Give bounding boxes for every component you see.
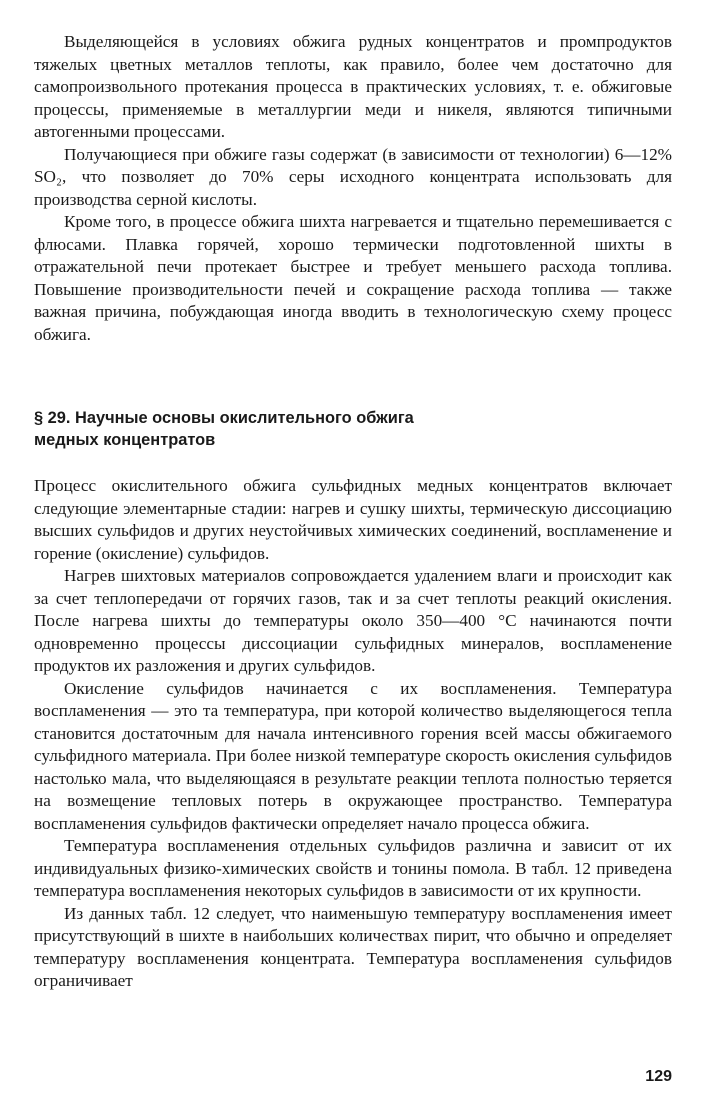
- section-heading-line2: медных концентратов: [34, 431, 216, 449]
- paragraph-ignition-temperature: Температура воспламенения отдельных сульфидов различна и зависит от их индивидуальных физико-химических свойств и тонины помола. В табл. 12 приведена температура воспламенения некоторых сульфидов в зависимости от их крупности.: [34, 836, 672, 900]
- section-text: [34, 475, 672, 993]
- page-number: 129: [645, 1068, 672, 1085]
- paragraph-pyrite: Из данных табл. 12 следует, что наименьшую температуру воспламенения имеет присутствующий в шихте в наибольших количествах пирит, что обычно и определяет температуру воспламенения концентрата. Температура воспламенения сульфидов ограничивает: [34, 903, 672, 990]
- section-heading: [34, 407, 594, 451]
- section-heading-line1: § 29. Научные основы окислительного обжига: [34, 409, 414, 427]
- intro-text: [34, 31, 672, 346]
- paragraph-charge-heating: Кроме того, в процессе обжига шихта нагревается и тщательно перемешивается с флюсами. Плавка горячей, хорошо термически подготовленной шихты в отражательной печи протекает быстрее и требует меньшего расхода топлива. Повышение производительности печей и сокращение расхода топлива — также важная причина, побуждающая иногда вводить в технологическую схему процесс обжига.: [34, 212, 672, 344]
- paragraph-heating: Нагрев шихтовых материалов сопровождается удалением влаги и происходит как за счет теплопередачи от горячих газов, так и за счет теплоты реакций окисления. После нагрева шихты до температуры около 350—400 °С начинаются почти одновременно процессы диссоциации сульфидных минералов, воспламенение продуктов их разложения и других сульфидов.: [34, 566, 672, 675]
- paragraph-so2-gases: Получающиеся при обжиге газы содержат (в зависимости от технологии) 6—12% SO₂, что позволяет до 70% серы исходного концентрата использовать для производства серной кислоты.: [34, 144, 672, 209]
- paragraph-roasting-stages: Процесс окислительного обжига сульфидных медных концентратов включает следующие элементарные стадии: нагрев и сушку шихты, термическую диссоциацию высших сульфидов и других неустойчивых химических соединений, воспламенение и горение (окисление) сульфидов.: [34, 476, 672, 563]
- paragraph-ignition: Окисление сульфидов начинается с их воспламенения. Температура воспламенения — это та температура, при которой количество выделяющегося тепла становится достаточным для начала интенсивного горения всей массы обжигаемого сульфидного материала. При более низкой температуре скорость окисления сульфидов настолько мала, что выделяющаяся в результате реакции теплота полностью теряется на возмещение тепловых потерь в окружающее пространство. Температура воспламенения сульфидов фактически определяет начало процесса обжига.: [34, 678, 672, 833]
- paragraph-autogenous-processes: Выделяющейся в условиях обжига рудных концентратов и промпродуктов тяжелых цветных металлов теплоты, как правило, более чем достаточно для самопроизвольного протекания процесса в практических условиях, т. е. обжиговые процессы, применяемые в металлургии меди и никеля, являются типичными автогенными процессами.: [34, 32, 672, 141]
